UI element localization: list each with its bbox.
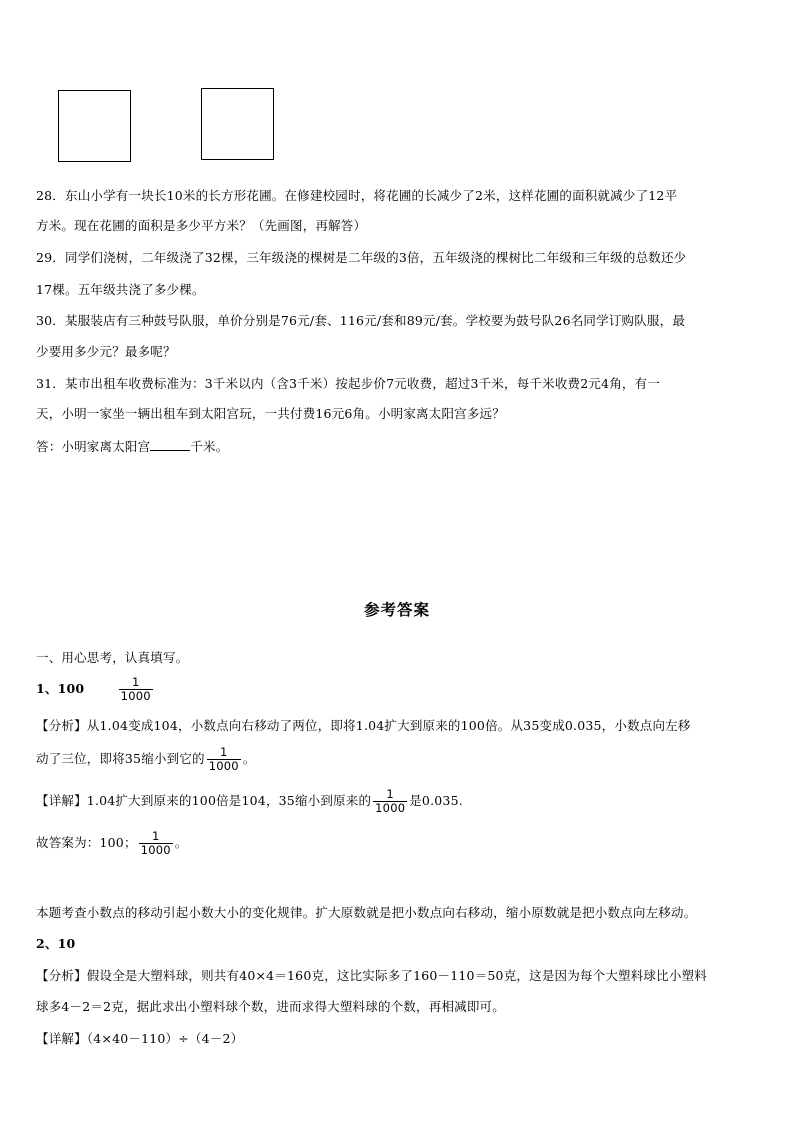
answer-1-note: 本题考查小数点的移动引起小数大小的变化规律。扩大原数就是把小数点向右移动，缩小原数就是把小数点向左移动。: [36, 905, 697, 920]
question-28-line-2: 方米。现在花圃的面积是多少平方米？（先画图，再解答）: [36, 218, 367, 233]
question-29-line-2: 17棵。五年级共浇了多少棵。: [36, 282, 205, 297]
fraction-one-thousandth: $\frac{1}{1000}$: [120, 675, 151, 703]
answer-1-detail: 【详解】1.04扩大到原来的100倍是104，35缩小到原来的 $\frac{1}{1000}$ 是0.035.: [36, 787, 463, 815]
answer-2-value: 2、10: [36, 936, 76, 951]
answer-2-analysis-line-1: 【分析】假设全是大塑料球，则共有40×4＝160克，这比实际多了160－110＝50克，这是因为每个大塑料球比小塑料: [36, 968, 707, 983]
question-30-line-1: 30．某服装店有三种鼓号队服，单价分别是76元/套、116元/套和89元/套。学校要为鼓号队26名同学订购队服，最: [36, 313, 686, 328]
answer-1-label: [36, 674, 155, 704]
question-31-line-2: 天，小明一家坐一辆出租车到太阳宫玩，一共付费16元6角。小明家离太阳宫多远？: [36, 406, 505, 421]
answer-1-final: 故答案为：100； $\frac{1}{1000}$ 。: [36, 829, 188, 857]
answer-1-analysis-line-2: 动了三位，即将35缩小到它的 $\frac{1}{1000}$ 。: [36, 745, 256, 773]
question-30-line-2: 少要用多少元？最多呢？: [36, 344, 176, 359]
question-31-line-1: 31．某市出租车收费标准为：3千米以内（含3千米）按起步价7元收费，超过3千米，每千米收费2元4角，有一: [36, 376, 661, 391]
drawing-square-left: [58, 90, 131, 162]
answer-1-analysis-line-1: 【分析】从1.04变成104，小数点向右移动了两位，即将1.04扩大到原来的100倍。从35变成0.035，小数点向左移: [36, 718, 691, 733]
fraction-one-thousandth: $\frac{1}{1000}$: [140, 829, 171, 857]
answer-2-detail: 【详解】（4×40－110）÷（4－2）: [36, 1031, 244, 1046]
answers-section-heading: 一、用心思考，认真填写。: [36, 650, 189, 665]
fraction-one-thousandth: $\frac{1}{1000}$: [208, 745, 239, 773]
drawing-square-right: [201, 88, 274, 160]
answer-prefix: 答：小明家离太阳宫: [36, 439, 151, 454]
question-29-line-1: 29．同学们浇树，二年级浇了32棵，三年级浇的棵树是二年级的3倍，五年级浇的棵树比二年级和三年级的总数还少: [36, 250, 687, 265]
answer-1-value: 1、100: [36, 681, 85, 696]
answer-blank[interactable]: [150, 438, 190, 451]
answers-title: 参考答案: [363, 600, 430, 619]
answer-suffix: 千米。: [190, 439, 229, 454]
question-31-answer-line: [36, 438, 228, 455]
answer-2-analysis-line-2: 球多4－2＝2克，据此求出小塑料球个数，进而求得大塑料球的个数，再相减即可。: [36, 999, 505, 1014]
question-28-line-1: 28．东山小学有一块长10米的长方形花圃。在修建校园时，将花圃的长减少了2米，这样花圃的面积就减少了12平: [36, 188, 678, 203]
fraction-one-thousandth: $\frac{1}{1000}$: [375, 787, 406, 815]
